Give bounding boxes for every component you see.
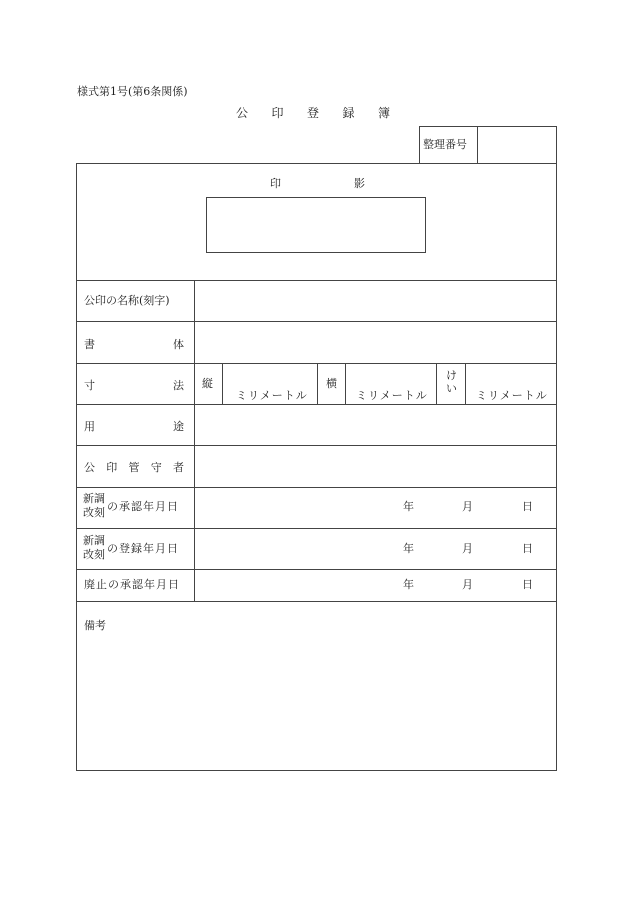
registration-year: 年: [403, 542, 414, 555]
vertical-unit: ミリメートル: [236, 389, 308, 402]
horizontal-field[interactable]: [346, 364, 435, 404]
approval-month: 月: [462, 500, 473, 513]
typeface-label: 書 体: [84, 338, 184, 351]
abolition-date-field[interactable]: [195, 570, 395, 601]
approval-day: 日: [522, 500, 533, 513]
dimensions-label: 寸 法: [84, 379, 184, 392]
approval-prefix-top: 新調: [83, 492, 105, 505]
title-char: 公: [236, 106, 249, 120]
abolition-year: 年: [403, 578, 414, 591]
registration-day: 日: [522, 542, 533, 555]
horizontal-label: 横: [326, 377, 337, 390]
form-number: 様式第1号(第6条関係): [77, 85, 188, 98]
reference-number-label: 整理番号: [423, 138, 467, 151]
impression-label: 印 影: [270, 177, 365, 190]
title-char: 録: [342, 106, 355, 120]
seal-name-label: 公印の名称(刻字): [84, 294, 170, 307]
usage-label: 用 途: [84, 420, 184, 433]
approval-year: 年: [403, 500, 414, 513]
registration-month: 月: [462, 542, 473, 555]
remarks-field[interactable]: [77, 635, 556, 770]
abolition-day: 日: [522, 578, 533, 591]
diameter-unit: ミリメートル: [476, 389, 548, 402]
page-title: [236, 104, 390, 121]
vertical-field[interactable]: [223, 364, 316, 404]
abolition-month: 月: [462, 578, 473, 591]
title-char: 印: [271, 106, 284, 120]
registration-date-field[interactable]: [195, 529, 395, 569]
abolition-date-label: 廃止の承認年月日: [84, 578, 180, 591]
reference-number-field[interactable]: [478, 127, 556, 163]
custodian-label: 公 印 管 守 者: [84, 461, 184, 474]
remarks-label: 備考: [84, 619, 106, 632]
seal-impression-box[interactable]: [206, 197, 426, 253]
horizontal-unit: ミリメートル: [356, 389, 428, 402]
diameter-label-top: け: [446, 369, 457, 382]
registration-prefix-bottom: 改刻: [83, 548, 105, 561]
typeface-field[interactable]: [195, 322, 556, 363]
registration-prefix-top: 新調: [83, 534, 105, 547]
vertical-label: 縦: [202, 377, 213, 390]
diameter-label-bottom: い: [446, 382, 457, 395]
title-char: 登: [306, 106, 319, 120]
approval-date-label: の承認年月日: [107, 500, 179, 513]
seal-name-field[interactable]: [195, 281, 556, 321]
title-char: 簿: [377, 106, 390, 120]
custodian-field[interactable]: [195, 446, 556, 487]
registration-date-label: の登録年月日: [107, 542, 179, 555]
approval-prefix-bottom: 改刻: [83, 506, 105, 519]
diameter-field[interactable]: [466, 364, 556, 404]
usage-field[interactable]: [195, 405, 556, 445]
approval-date-field[interactable]: [195, 488, 395, 528]
